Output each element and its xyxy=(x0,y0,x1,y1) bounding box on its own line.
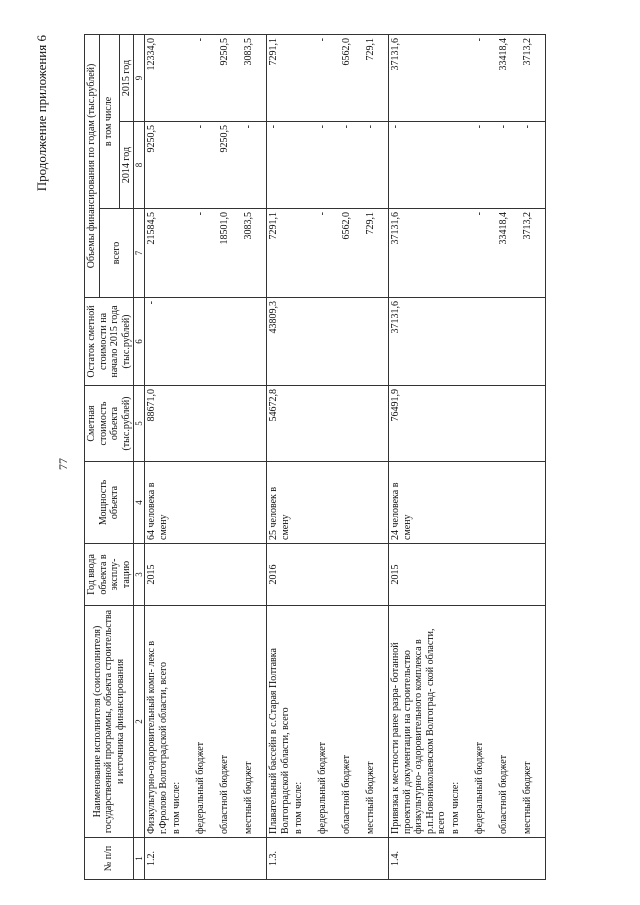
table-row xyxy=(473,34,497,879)
row-number xyxy=(242,838,267,880)
row-power xyxy=(449,462,473,544)
row-number xyxy=(194,838,218,880)
row-power xyxy=(497,462,521,544)
row-cost xyxy=(316,386,340,462)
row-rest xyxy=(364,298,389,386)
row-total xyxy=(292,209,316,298)
page-number: 77 xyxy=(56,458,70,470)
col-number: 9 xyxy=(134,34,145,121)
row-total: 6562,0 xyxy=(340,209,364,298)
row-year xyxy=(292,544,316,606)
row-2015: 9250,5 xyxy=(218,34,242,121)
header-number: № п/п xyxy=(85,838,134,880)
row-total: - xyxy=(194,209,218,298)
row-power xyxy=(218,462,242,544)
row-power xyxy=(521,462,546,544)
table-row xyxy=(242,34,267,879)
header-financing: Объемы финансирования по годам (тыс.рублей) xyxy=(85,34,100,297)
row-total: - xyxy=(473,209,497,298)
row-cost xyxy=(242,386,267,462)
row-2015: 3713,2 xyxy=(521,34,546,121)
row-year xyxy=(473,544,497,606)
table-row xyxy=(340,34,364,879)
row-cost: 88671,0 xyxy=(145,386,171,462)
row-2014 xyxy=(449,122,473,209)
row-rest xyxy=(449,298,473,386)
col-number: 2 xyxy=(134,606,145,838)
table-row xyxy=(389,34,449,879)
row-cost: 54672,8 xyxy=(267,386,293,462)
col-number: 4 xyxy=(134,462,145,544)
table-row xyxy=(521,34,546,879)
row-total: 729,1 xyxy=(364,209,389,298)
row-2015: 6562,0 xyxy=(340,34,364,121)
row-2015: 7291,1 xyxy=(267,34,293,121)
row-rest xyxy=(218,298,242,386)
row-name: областной бюджет xyxy=(218,606,242,838)
row-name: Привязка к местности ранее разра- ботанной проектной документации на строительство физкультурно- оздоровительного комплекса в р.п.Новониколаевском Волгоград- ской области, всего xyxy=(389,606,449,838)
col-number: 1 xyxy=(134,838,145,880)
table-row xyxy=(145,34,171,879)
row-number xyxy=(364,838,389,880)
col-number: 6 xyxy=(134,298,145,386)
row-rest: - xyxy=(145,298,171,386)
row-2015 xyxy=(449,34,473,121)
row-name: местный бюджет xyxy=(242,606,267,838)
row-number xyxy=(497,838,521,880)
table-row xyxy=(218,34,242,879)
col-number: 8 xyxy=(134,122,145,209)
row-name: местный бюджет xyxy=(364,606,389,838)
row-power xyxy=(473,462,497,544)
row-total: 33418,4 xyxy=(497,209,521,298)
row-cost xyxy=(364,386,389,462)
row-year: 2015 xyxy=(145,544,171,606)
table-row xyxy=(449,34,473,879)
row-total: 37131,6 xyxy=(389,209,449,298)
row-year xyxy=(449,544,473,606)
row-2014: - xyxy=(316,122,340,209)
row-power xyxy=(242,462,267,544)
row-name: Плавательный бассейн в с.Старая Полтавка Волгоградской области, всего xyxy=(267,606,293,838)
row-power xyxy=(364,462,389,544)
row-name: областной бюджет xyxy=(497,606,521,838)
row-name: в том числе: xyxy=(449,606,473,838)
header-2014: 2014 год xyxy=(119,122,134,209)
row-2014: - xyxy=(340,122,364,209)
row-power: 24 человека в смену xyxy=(389,462,449,544)
table-row xyxy=(316,34,340,879)
header-including: в том числе xyxy=(99,34,119,208)
row-rest xyxy=(170,298,194,386)
row-power xyxy=(194,462,218,544)
row-cost xyxy=(218,386,242,462)
header-year: Год ввода объекта в эксплу- тацию xyxy=(85,544,134,606)
row-number xyxy=(170,838,194,880)
table-row xyxy=(194,34,218,879)
row-2014: - xyxy=(194,122,218,209)
header-total: всего xyxy=(99,209,134,298)
row-2014: 9250,5 xyxy=(218,122,242,209)
row-2015 xyxy=(292,34,316,121)
row-name: Физкультурно-оздоровительный комп- лекс в г.Фролово Волгоградской области, всего xyxy=(145,606,171,838)
row-year xyxy=(316,544,340,606)
row-2014: - xyxy=(473,122,497,209)
row-total xyxy=(449,209,473,298)
appendix-caption: Продолжение приложения 6 xyxy=(34,35,49,192)
row-year xyxy=(170,544,194,606)
row-2014: - xyxy=(521,122,546,209)
row-name: федеральный бюджет xyxy=(473,606,497,838)
table-row xyxy=(497,34,521,879)
row-name: областной бюджет xyxy=(340,606,364,838)
row-number xyxy=(316,838,340,880)
row-2015 xyxy=(170,34,194,121)
row-year xyxy=(194,544,218,606)
financing-table xyxy=(84,34,546,880)
row-power xyxy=(170,462,194,544)
row-number xyxy=(473,838,497,880)
row-name: в том числе: xyxy=(170,606,194,838)
row-total: 3713,2 xyxy=(521,209,546,298)
row-2014: - xyxy=(389,122,449,209)
row-power xyxy=(316,462,340,544)
row-rest xyxy=(292,298,316,386)
row-number: 1.4. xyxy=(389,838,449,880)
row-2015: 3083,5 xyxy=(242,34,267,121)
row-rest xyxy=(497,298,521,386)
row-cost xyxy=(340,386,364,462)
row-2014 xyxy=(170,122,194,209)
header-rest: Остаток сметной стоимости на начало 2015 года (тыс.рублей) xyxy=(85,298,134,386)
col-number: 7 xyxy=(134,209,145,298)
row-total: 7291,1 xyxy=(267,209,293,298)
row-cost xyxy=(449,386,473,462)
row-rest xyxy=(194,298,218,386)
row-rest xyxy=(242,298,267,386)
row-rest: 43809,3 xyxy=(267,298,293,386)
row-rest: 37131,6 xyxy=(389,298,449,386)
row-cost xyxy=(473,386,497,462)
row-2014: - xyxy=(364,122,389,209)
row-cost xyxy=(497,386,521,462)
table-row xyxy=(292,34,316,879)
row-2015: - xyxy=(473,34,497,121)
row-total: 18501,0 xyxy=(218,209,242,298)
row-number xyxy=(521,838,546,880)
row-2014: 9250,5 xyxy=(145,122,171,209)
row-year xyxy=(340,544,364,606)
row-power xyxy=(292,462,316,544)
row-total xyxy=(170,209,194,298)
row-2014: - xyxy=(267,122,293,209)
row-year xyxy=(364,544,389,606)
row-2015: 729,1 xyxy=(364,34,389,121)
table-row xyxy=(170,34,194,879)
row-2014: - xyxy=(497,122,521,209)
row-name: федеральный бюджет xyxy=(316,606,340,838)
row-2015: - xyxy=(194,34,218,121)
header-name: Наименование исполнителя (соисполнителя) государственной программы, объекта строительства и источника финансирования xyxy=(85,606,134,838)
row-rest xyxy=(521,298,546,386)
row-number xyxy=(292,838,316,880)
row-cost: 76491,9 xyxy=(389,386,449,462)
row-total: 21584,5 xyxy=(145,209,171,298)
row-power: 64 человека в смену xyxy=(145,462,171,544)
row-2015: 37131,6 xyxy=(389,34,449,121)
row-year: 2016 xyxy=(267,544,293,606)
row-2014: - xyxy=(242,122,267,209)
row-2015: 33418,4 xyxy=(497,34,521,121)
row-cost xyxy=(170,386,194,462)
col-number: 3 xyxy=(134,544,145,606)
row-year xyxy=(218,544,242,606)
row-number: 1.3. xyxy=(267,838,293,880)
row-cost xyxy=(521,386,546,462)
row-name: в том числе: xyxy=(292,606,316,838)
row-year: 2015 xyxy=(389,544,449,606)
row-power xyxy=(340,462,364,544)
row-name: федеральный бюджет xyxy=(194,606,218,838)
row-year xyxy=(497,544,521,606)
row-2015: - xyxy=(316,34,340,121)
table-row xyxy=(364,34,389,879)
row-rest xyxy=(316,298,340,386)
row-year xyxy=(242,544,267,606)
row-number xyxy=(218,838,242,880)
row-power: 25 человек в смену xyxy=(267,462,293,544)
row-rest xyxy=(473,298,497,386)
row-number xyxy=(449,838,473,880)
col-number: 5 xyxy=(134,386,145,462)
row-name: местный бюджет xyxy=(521,606,546,838)
row-total: 3083,5 xyxy=(242,209,267,298)
header-cost: Сметная стоимость объекта (тыс.рублей) xyxy=(85,386,134,462)
row-number: 1.2. xyxy=(145,838,171,880)
row-cost xyxy=(292,386,316,462)
row-rest xyxy=(340,298,364,386)
table-row xyxy=(267,34,293,879)
row-2014 xyxy=(292,122,316,209)
header-2015: 2015 год xyxy=(119,34,134,121)
row-year xyxy=(521,544,546,606)
row-number xyxy=(340,838,364,880)
header-power: Мощность объекта xyxy=(85,462,134,544)
row-cost xyxy=(194,386,218,462)
table-body xyxy=(145,34,546,879)
rotated-page xyxy=(22,35,622,880)
row-total: - xyxy=(316,209,340,298)
row-2015: 12334,0 xyxy=(145,34,171,121)
